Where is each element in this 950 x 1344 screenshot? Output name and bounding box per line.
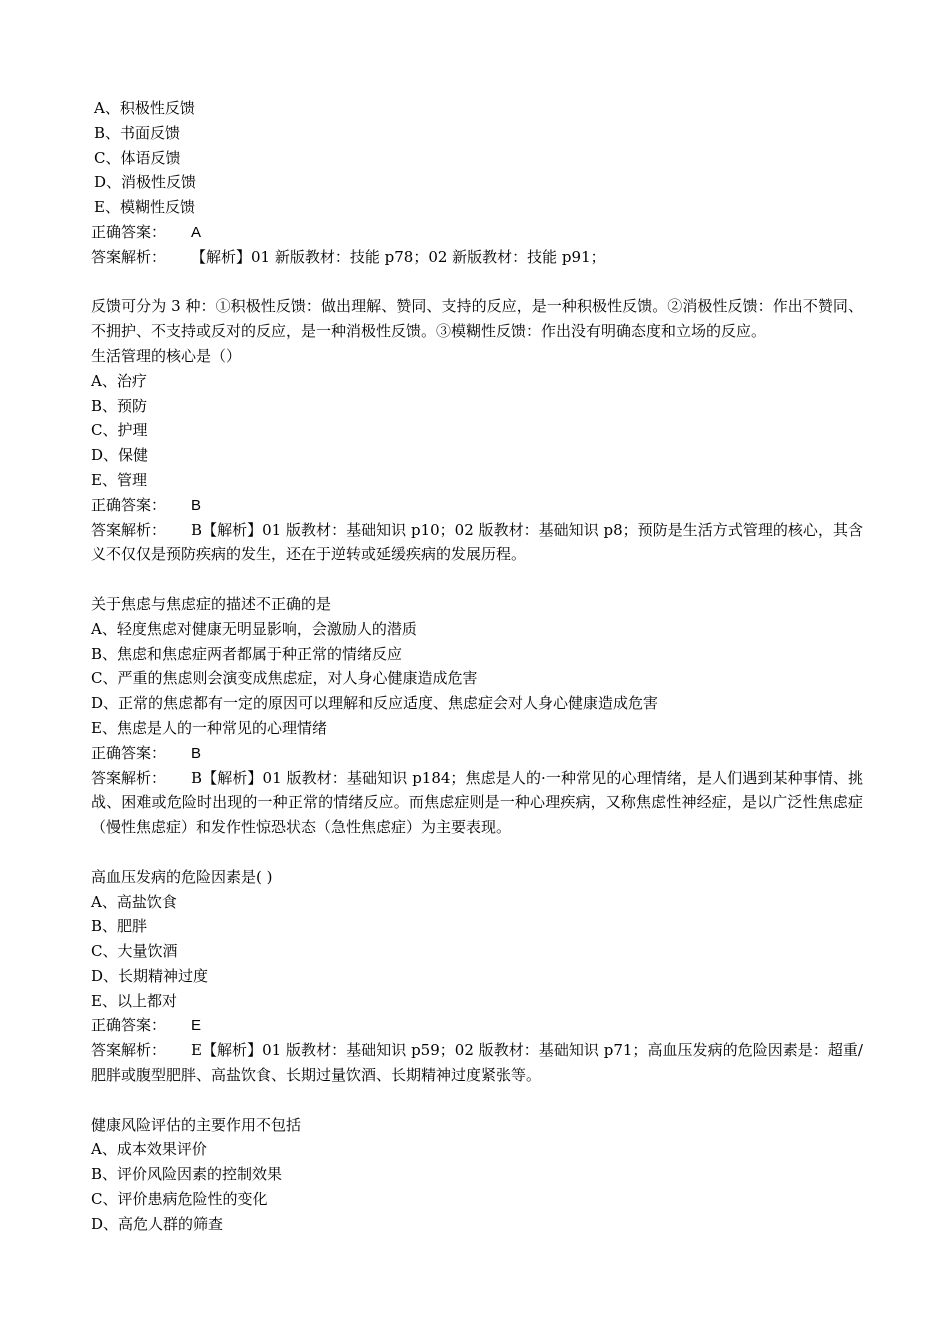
option-c: C、大量饮酒 <box>91 942 178 961</box>
answer-label: 正确答案： <box>91 222 167 241</box>
option-b: B、肥胖 <box>91 917 148 936</box>
answer-line <box>91 741 863 766</box>
analysis-line <box>91 518 863 568</box>
answer-label: 正确答案： <box>91 1016 167 1035</box>
question-text: 高血压发病的危险因素是( ) <box>91 867 273 886</box>
analysis-text: B【解析】01 版教材：基础知识 p10；02 版教材：基础知识 p8；预防是生活方式管理的核心，其含义不仅仅是预防疾病的发生，还在于逆转或延缓疾病的发展历程。 <box>91 520 863 564</box>
option-e: E、管理 <box>91 470 147 489</box>
answer-value: A <box>191 223 202 241</box>
answer-value: B <box>191 744 202 762</box>
option-b: B、焦虑和焦虑症两者都属于种正常的情绪反应 <box>91 644 403 663</box>
option-d: D、保健 <box>91 446 149 465</box>
option-b: B、书面反馈 <box>94 123 181 142</box>
analysis-line <box>91 245 863 270</box>
analysis-label: 答案解析： <box>91 1041 167 1060</box>
answer-line <box>91 1013 863 1038</box>
analysis-label: 答案解析： <box>91 520 167 539</box>
option-d: D、正常的焦虑都有一定的原因可以理解和反应适度、焦虑症会对人身心健康造成危害 <box>91 694 659 713</box>
option-a: A、轻度焦虑对健康无明显影响，会激励人的潜质 <box>91 619 417 638</box>
question-text: 生活管理的核心是（） <box>91 346 242 365</box>
analysis-line <box>91 1038 863 1088</box>
option-c: C、体语反馈 <box>94 148 181 167</box>
question-block-3 <box>91 592 863 865</box>
analysis-label: 答案解析： <box>91 768 167 787</box>
option-d: D、消极性反馈 <box>94 173 197 192</box>
question-text: 健康风险评估的主要作用不包括 <box>91 1115 302 1134</box>
option-a: A、成本效果评价 <box>91 1140 207 1159</box>
question-block-2 <box>91 344 863 592</box>
option-a: A、高盐饮食 <box>91 892 177 911</box>
analysis-line <box>91 766 863 840</box>
option-b: B、预防 <box>91 396 148 415</box>
option-e: E、模糊性反馈 <box>94 198 195 217</box>
analysis-label: 答案解析： <box>91 247 167 266</box>
answer-line <box>91 493 863 518</box>
option-d: D、高危人群的筛查 <box>91 1214 224 1233</box>
option-a: A、治疗 <box>91 371 147 390</box>
option-e: E、以上都对 <box>91 991 177 1010</box>
analysis-text: 【解析】01 新版教材：技能 p78；02 新版教材：技能 p91； <box>191 247 606 266</box>
question-block-1 <box>91 96 863 344</box>
option-c: C、护理 <box>91 421 148 440</box>
answer-value: E <box>191 1017 202 1035</box>
analysis-text: E【解析】01 版教材：基础知识 p59；02 版教材：基础知识 p71；高血压发病的危险因素是：超重/肥胖或腹型肥胖、高盐饮食、长期过量饮酒、长期精神过度紧张等。 <box>91 1041 863 1085</box>
answer-label: 正确答案： <box>91 743 167 762</box>
option-c: C、评价患病危险性的变化 <box>91 1190 268 1209</box>
option-c: C、严重的焦虑则会演变成焦虑症，对人身心健康造成危害 <box>91 669 478 688</box>
question-block-4 <box>91 865 863 1113</box>
analysis-extra: 反馈可分为 3 种：①积极性反馈：做出理解、赞同、支持的反应，是一种积极性反馈。②消极性反馈：作出不赞同、不拥护、不支持或反对的反应，是一种消极性反馈。③模糊性反馈：作出没有明确态度和立场的反应。 <box>91 297 863 341</box>
answer-line <box>91 220 863 245</box>
option-a: A、积极性反馈 <box>94 99 195 117</box>
document-page <box>91 96 863 1237</box>
option-b: B、评价风险因素的控制效果 <box>91 1165 283 1184</box>
option-e: E、焦虑是人的一种常见的心理情绪 <box>91 718 327 737</box>
answer-value: B <box>191 496 202 514</box>
question-block-5 <box>91 1113 863 1237</box>
answer-label: 正确答案： <box>91 495 167 514</box>
analysis-text: B【解析】01 版教材：基础知识 p184；焦虑是人的·一种常见的心理情绪，是人们遇到某种事情、挑战、困难或危险时出现的一种正常的情绪反应。而焦虑症则是一种心理疾病，又称焦虑性神经症，是以广泛性焦虑症（慢性焦虑症）和发作性惊恐状态（急性焦虑症）为主要表现。 <box>91 768 863 837</box>
question-text: 关于焦虑与焦虑症的描述不正确的是 <box>91 594 332 613</box>
option-d: D、长期精神过度 <box>91 966 209 985</box>
